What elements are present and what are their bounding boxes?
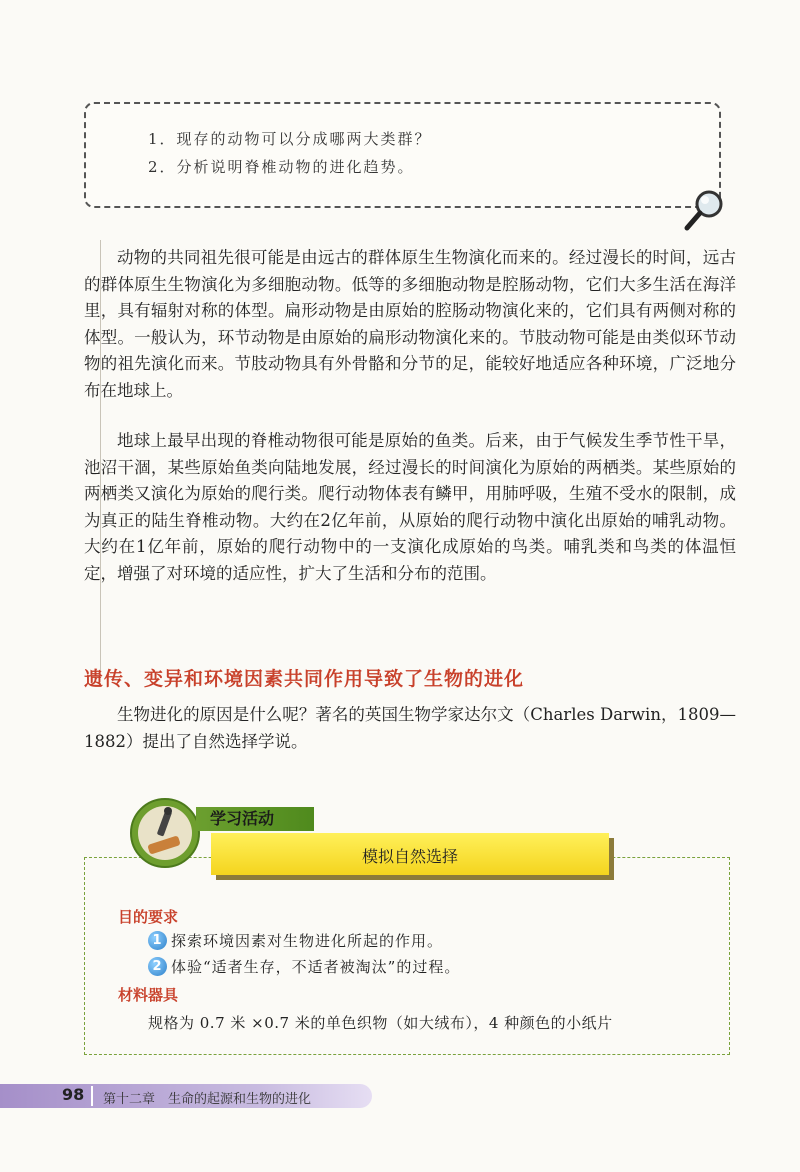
question-item: 2．分析说明脊椎动物的进化趋势。 [148, 158, 415, 176]
activity-title: 模拟自然选择 [361, 847, 458, 866]
purpose-text: 探索环境因素对生物进化所起的作用。 [171, 932, 444, 950]
page-number: 98 [62, 1085, 85, 1104]
purpose-item [148, 930, 443, 951]
activity-label: 学习活动 [210, 809, 275, 828]
purpose-heading: 目的要求 [118, 908, 179, 926]
number-badge: 1 [148, 931, 167, 950]
purpose-item [148, 956, 460, 977]
body-paragraph: 生物进化的原因是什么呢？著名的英国生物学家达尔文（Charles Darwin，1809—1882）提出了自然选择学说。 [84, 705, 736, 751]
question-item: 1．现存的动物可以分成哪两大类群？ [148, 130, 432, 148]
materials-heading: 材料器具 [118, 986, 179, 1004]
section-heading: 遗传、变异和环境因素共同作用导致了生物的进化 [84, 668, 525, 690]
purpose-text: 体验“适者生存，不适者被淘汰”的过程。 [171, 958, 461, 976]
number-badge: 2 [148, 957, 167, 976]
microscope-icon [128, 796, 202, 870]
chapter-title: 第十二章 生命的起源和生物的进化 [103, 1092, 312, 1107]
materials-text: 规格为 0.7 米 ×0.7 米的单色织物（如大绒布），4 种颜色的小纸片 [148, 1014, 613, 1032]
footer-divider [91, 1086, 93, 1106]
magnifier-icon [678, 186, 730, 238]
question-box [84, 102, 721, 208]
body-paragraph: 动物的共同祖先很可能是由远古的群体原生生物演化而来的。经过漫长的时间，远古的群体原生生物演化为多细胞动物。低等的多细胞动物是腔肠动物，它们大多生活在海洋里，具有辐射对称的体型。扁形动物是由原始的腔肠动物演化来的，它们具有两侧对称的体型。一般认为，环节动物是由原始的扁形动物演化来的。节肢动物可能是由类似环节动物的祖先演化而来。节肢动物具有外骨骼和分节的足，能较好地适应各种环境，广泛地分布在地球上。 [84, 248, 736, 400]
body-paragraph: 地球上最早出现的脊椎动物很可能是原始的鱼类。后来，由于气候发生季节性干旱，池沼干涸，某些原始鱼类向陆地发展，经过漫长的时间演化为原始的两栖类。某些原始的两栖类又演化为原始的爬行类。爬行动物体表有鳞甲，用肺呼吸，生殖不受水的限制，成为真正的陆生脊椎动物。大约在2亿年前，从原始的爬行动物中演化出原始的哺乳动物。大约在1亿年前，原始的爬行动物中的一支演化成原始的鸟类。哺乳类和鸟类的体温恒定，增强了对环境的适应性，扩大了生活和分布的范围。 [84, 431, 736, 583]
